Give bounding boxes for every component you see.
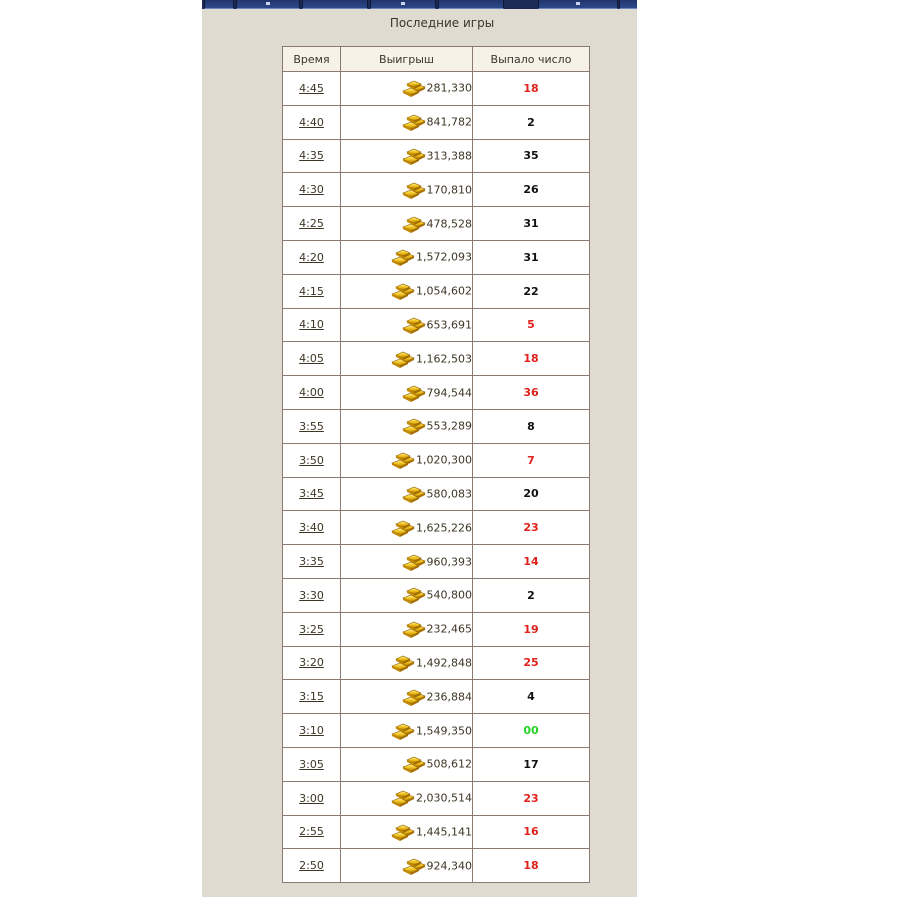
win-amount: 1,625,226 [416,521,472,535]
page-title: Последние игры [389,16,495,30]
drawn-number: 35 [523,149,539,163]
gold-bars-icon [402,79,426,97]
number-cell [473,207,590,241]
win-cell [341,274,473,308]
number-cell [473,376,590,410]
drawn-number: 22 [523,284,539,298]
gold-bars-icon [391,451,415,469]
win-cell [341,714,473,748]
win-amount: 1,549,350 [416,724,472,738]
table-row [283,342,590,376]
win-amount: 232,465 [426,622,472,636]
gold-bars-icon [402,113,426,131]
drawn-number: 7 [527,453,535,467]
gold-bars-icon [402,417,426,435]
time-cell [283,781,341,815]
table-row [283,646,590,680]
game-time-link[interactable]: 4:45 [299,81,324,95]
win-cell [341,815,473,849]
table-row [283,308,590,342]
number-cell [473,409,590,443]
drawn-number: 16 [523,825,539,839]
number-cell [473,443,590,477]
gold-bars-icon [402,215,426,233]
time-cell [283,105,341,139]
win-cell [341,781,473,815]
win-cell [341,747,473,781]
drawn-number: 18 [523,859,539,873]
win-cell [341,342,473,376]
number-cell [473,680,590,714]
win-cell [341,173,473,207]
game-time-link[interactable]: 4:25 [299,217,324,231]
time-cell [283,477,341,511]
table-row [283,714,590,748]
drawn-number: 18 [523,81,539,95]
game-time-link[interactable]: 4:15 [299,284,324,298]
table-row [283,815,590,849]
game-time-link[interactable]: 3:35 [299,555,324,569]
win-amount: 960,393 [426,555,472,569]
number-cell [473,342,590,376]
nav-button[interactable] [619,0,637,9]
time-cell [283,240,341,274]
win-amount: 478,528 [426,217,472,231]
gold-bars-icon [391,350,415,368]
gold-bars-icon [402,181,426,199]
nav-button[interactable] [538,0,618,9]
win-cell [341,646,473,680]
drawn-number: 00 [523,724,539,738]
gold-bars-icon [391,248,415,266]
number-cell [473,781,590,815]
time-cell [283,443,341,477]
gold-bars-icon [391,519,415,537]
number-cell [473,274,590,308]
drawn-number: 23 [523,521,539,535]
table-row [283,105,590,139]
time-cell [283,274,341,308]
win-cell [341,477,473,511]
column-header-number: Выпало число [473,47,590,72]
game-time-link[interactable]: 4:30 [299,183,324,197]
table-row [283,511,590,545]
table-row [283,477,590,511]
time-cell [283,815,341,849]
game-time-link[interactable]: 2:55 [299,825,324,839]
drawn-number: 5 [527,318,535,332]
gold-bars-icon [402,553,426,571]
gold-bars-icon [391,823,415,841]
table-row [283,409,590,443]
table-row [283,207,590,241]
game-time-link[interactable]: 4:40 [299,115,324,129]
win-cell [341,376,473,410]
game-time-link[interactable]: 3:30 [299,588,324,602]
time-cell [283,173,341,207]
game-time-link[interactable]: 3:15 [299,690,324,704]
table-row [283,578,590,612]
win-amount: 794,544 [426,386,472,400]
number-cell [473,747,590,781]
table-row [283,612,590,646]
table-row [283,781,590,815]
drawn-number: 31 [523,217,539,231]
gold-bars-icon [402,620,426,638]
win-amount: 2,030,514 [416,791,472,805]
number-cell [473,815,590,849]
win-amount: 580,083 [426,487,472,501]
gold-bars-icon [402,857,426,875]
gold-bars-icon [391,654,415,672]
time-cell [283,747,341,781]
nav-button[interactable] [236,0,300,9]
win-cell [341,612,473,646]
game-time-link[interactable]: 3:20 [299,656,324,670]
win-amount: 1,445,141 [416,825,472,839]
win-cell [341,849,473,883]
win-cell [341,240,473,274]
time-cell [283,308,341,342]
game-time-link[interactable]: 4:35 [299,149,324,163]
win-cell [341,139,473,173]
win-cell [341,409,473,443]
number-cell [473,72,590,106]
game-time-link[interactable]: 3:10 [299,724,324,738]
win-cell [341,72,473,106]
drawn-number: 20 [523,487,539,501]
win-amount: 553,289 [426,419,472,433]
drawn-number: 18 [523,352,539,366]
win-amount: 1,162,503 [416,352,472,366]
table-row [283,849,590,883]
drawn-number: 8 [527,419,535,433]
game-time-link[interactable]: 2:50 [299,859,324,873]
game-time-link[interactable]: 4:05 [299,352,324,366]
gold-bars-icon [402,485,426,503]
number-cell [473,646,590,680]
win-amount: 1,492,848 [416,656,472,670]
win-cell [341,105,473,139]
table-row [283,376,590,410]
time-cell [283,511,341,545]
win-cell [341,443,473,477]
game-time-link[interactable]: 3:45 [299,487,324,501]
game-time-link[interactable]: 3:00 [299,791,324,805]
number-cell [473,612,590,646]
win-amount: 1,020,300 [416,453,472,467]
win-amount: 1,572,093 [416,250,472,264]
win-cell [341,511,473,545]
table-row [283,274,590,308]
win-cell [341,207,473,241]
time-cell [283,207,341,241]
table-row [283,240,590,274]
time-cell [283,714,341,748]
drawn-number: 31 [523,250,539,264]
time-cell [283,680,341,714]
win-amount: 313,388 [426,149,472,163]
win-amount: 841,782 [426,115,472,129]
number-cell [473,849,590,883]
drawn-number: 19 [523,622,539,636]
time-cell [283,139,341,173]
nav-button[interactable] [204,0,234,9]
game-time-link[interactable]: 3:55 [299,419,324,433]
column-header-win: Выигрыш [341,47,473,72]
drawn-number: 2 [527,588,535,602]
nav-button[interactable] [438,0,504,9]
top-navigation-bar [202,0,637,9]
drawn-number: 14 [523,555,539,569]
table-row [283,443,590,477]
drawn-number: 23 [523,791,539,805]
gold-bars-icon [391,282,415,300]
time-cell [283,849,341,883]
number-cell [473,511,590,545]
table-row [283,72,590,106]
gold-bars-icon [402,147,426,165]
number-cell [473,578,590,612]
number-cell [473,173,590,207]
table-body [283,72,590,883]
win-amount: 653,691 [426,318,472,332]
gold-bars-icon [391,789,415,807]
number-cell [473,545,590,579]
gold-bars-icon [402,384,426,402]
table-row [283,173,590,207]
nav-button[interactable] [302,0,368,9]
time-cell [283,409,341,443]
recent-games-table [282,46,590,883]
table-row [283,545,590,579]
win-amount: 924,340 [426,859,472,873]
gold-bars-icon [391,722,415,740]
time-cell [283,376,341,410]
number-cell [473,105,590,139]
drawn-number: 36 [523,386,539,400]
gold-bars-icon [402,688,426,706]
drawn-number: 4 [527,690,535,704]
drawn-number: 26 [523,183,539,197]
game-time-link[interactable]: 4:20 [299,250,324,264]
table-row [283,139,590,173]
nav-button[interactable] [370,0,436,9]
win-amount: 170,810 [426,183,472,197]
time-cell [283,342,341,376]
win-cell [341,680,473,714]
time-cell [283,545,341,579]
game-time-link[interactable]: 3:05 [299,757,324,771]
game-time-link[interactable]: 3:40 [299,521,324,535]
column-header-time: Время [283,47,341,72]
number-cell [473,714,590,748]
number-cell [473,240,590,274]
time-cell [283,612,341,646]
time-cell [283,578,341,612]
game-time-link[interactable]: 4:10 [299,318,324,332]
number-cell [473,139,590,173]
game-time-link[interactable]: 3:25 [299,622,324,636]
content-panel [202,0,637,897]
number-cell [473,477,590,511]
gold-bars-icon [402,755,426,773]
win-cell [341,578,473,612]
number-cell [473,308,590,342]
time-cell [283,72,341,106]
table-row [283,680,590,714]
win-amount: 236,884 [426,690,472,704]
win-cell [341,308,473,342]
game-time-link[interactable]: 4:00 [299,386,324,400]
drawn-number: 25 [523,656,539,670]
time-cell [283,646,341,680]
table-row [283,747,590,781]
win-amount: 508,612 [426,757,472,771]
win-cell [341,545,473,579]
drawn-number: 17 [523,757,539,771]
win-amount: 540,800 [426,588,472,602]
drawn-number: 2 [527,115,535,129]
table-header-row [283,47,590,72]
win-amount: 281,330 [426,81,472,95]
win-amount: 1,054,602 [416,284,472,298]
gold-bars-icon [402,316,426,334]
gold-bars-icon [402,586,426,604]
game-time-link[interactable]: 3:50 [299,453,324,467]
